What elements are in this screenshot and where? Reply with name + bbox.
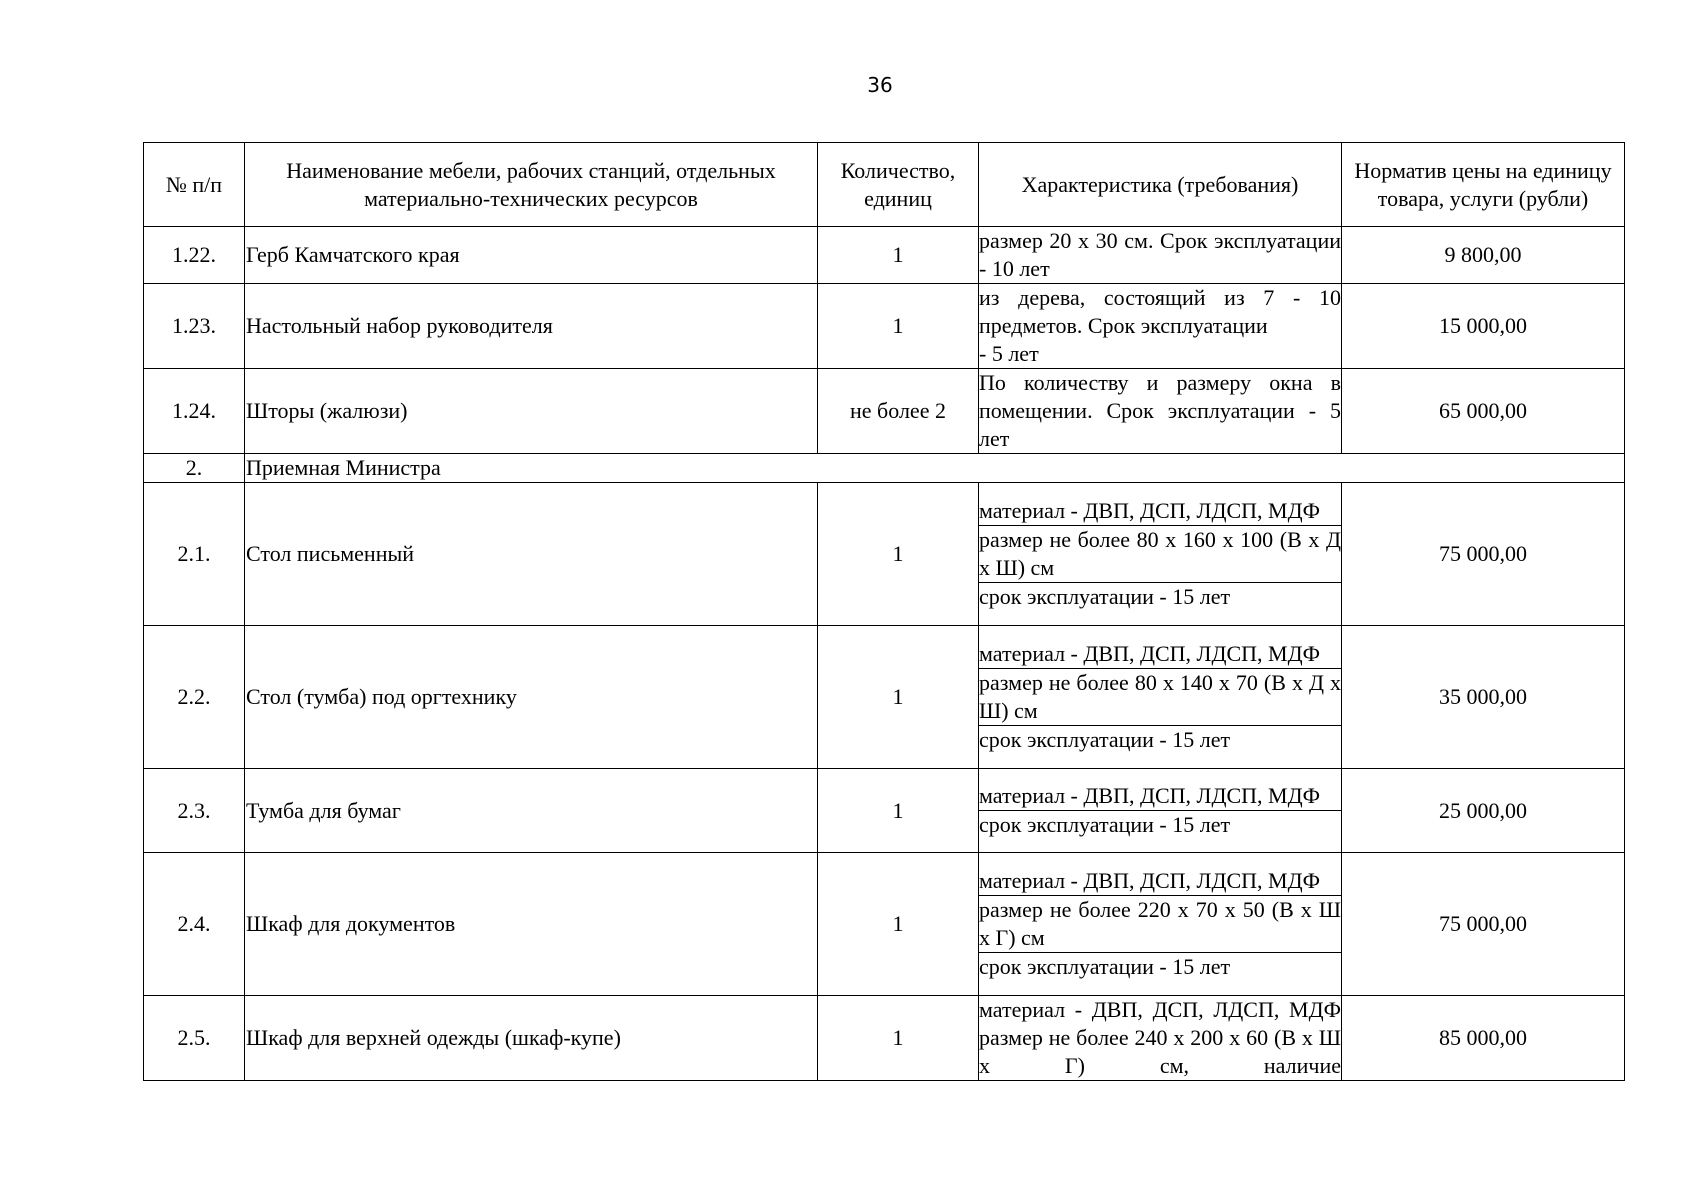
row-price: 9 800,00 [1342,227,1625,284]
characteristic-line: срок эксплуатации - 15 лет [979,725,1341,754]
row-num: 2.1. [144,483,245,626]
row-num: 2.3. [144,769,245,853]
header-name: Наименование мебели, рабочих станций, отдельных материально-технических ресурсов [245,143,818,227]
row-name: Стол письменный [245,483,818,626]
table-row [144,369,1625,454]
header-qty: Количество, единиц [818,143,979,227]
row-qty: 1 [818,626,979,769]
row-name: Шкаф для верхней одежды (шкаф-купе) [245,996,818,1081]
row-qty: 1 [818,227,979,284]
row-qty: 1 [818,284,979,369]
row-num: 1.24. [144,369,245,454]
row-num: 1.23. [144,284,245,369]
header-num: № п/п [144,143,245,227]
row-characteristic [979,483,1342,626]
row-characteristic [979,996,1342,1081]
characteristic-line: срок эксплуатации - 15 лет [979,952,1341,981]
table-row [144,284,1625,369]
row-characteristic [979,769,1342,853]
table-row [144,626,1625,769]
table-row [144,483,1625,626]
row-price: 25 000,00 [1342,769,1625,853]
characteristic-line: из дерева, состоящий из 7 - 10 предметов. Срок эксплуатации [979,285,1341,338]
table-header-row [144,143,1625,227]
row-qty: 1 [818,996,979,1081]
row-qty: 1 [818,853,979,996]
row-qty: 1 [818,483,979,626]
row-name: Шкаф для документов [245,853,818,996]
row-num: 2.2. [144,626,245,769]
characteristic-line: размер 20 х 30 см. Срок эксплуатации - 10 лет [979,228,1341,281]
header-price: Норматив цены на единицу товара, услуги (рубли) [1342,143,1625,227]
row-qty: 1 [818,769,979,853]
row-price: 75 000,00 [1342,853,1625,996]
row-name: Тумба для бумаг [245,769,818,853]
row-price: 35 000,00 [1342,626,1625,769]
row-characteristic [979,227,1342,284]
table-row [144,996,1625,1081]
characteristic-line: материал - ДВП, ДСП, ЛДСП, МДФ [979,868,1320,893]
row-name: Стол (тумба) под оргтехнику [245,626,818,769]
page-number: 36 [867,73,893,97]
table-row [144,227,1625,284]
characteristic-line: размер не более 220 х 70 х 50 (В х Ш х Г) см [979,897,1341,950]
section-title: Приемная Министра [245,454,1625,483]
characteristic-line: срок эксплуатации - 15 лет [979,810,1341,839]
row-name: Настольный набор руководителя [245,284,818,369]
row-characteristic [979,853,1342,996]
row-name: Шторы (жалюзи) [245,369,818,454]
section-row [144,454,1625,483]
characteristic-line: материал - ДВП, ДСП, ЛДСП, МДФ размер не более 240 х 200 х 60 (В х Ш х Г) см, наличие [979,997,1341,1078]
characteristic-line: материал - ДВП, ДСП, ЛДСП, МДФ [979,498,1320,523]
characteristic-line: размер не более 80 х 160 х 100 (В х Д х Ш) см [979,527,1341,580]
row-num: 1.22. [144,227,245,284]
characteristic-line: - 5 лет [979,341,1039,366]
row-name: Герб Камчатского края [245,227,818,284]
characteristic-line: материал - ДВП, ДСП, ЛДСП, МДФ [979,783,1320,808]
characteristic-line: По количеству и размеру окна в помещении. Срок эксплуатации - 5 лет [979,370,1341,451]
row-num: 2.5. [144,996,245,1081]
section-num: 2. [144,454,245,483]
row-characteristic [979,284,1342,369]
table-row [144,769,1625,853]
norms-table [143,142,1625,1081]
row-num: 2.4. [144,853,245,996]
characteristic-line: размер не более 80 х 140 х 70 (В х Д х Ш) см [979,670,1341,723]
row-qty: не более 2 [818,369,979,454]
row-characteristic [979,369,1342,454]
row-price: 85 000,00 [1342,996,1625,1081]
row-price: 65 000,00 [1342,369,1625,454]
row-price: 15 000,00 [1342,284,1625,369]
characteristic-line: срок эксплуатации - 15 лет [979,582,1341,611]
row-price: 75 000,00 [1342,483,1625,626]
header-char: Характеристика (требования) [979,143,1342,227]
row-characteristic [979,626,1342,769]
table-row [144,853,1625,996]
characteristic-line: материал - ДВП, ДСП, ЛДСП, МДФ [979,641,1320,666]
